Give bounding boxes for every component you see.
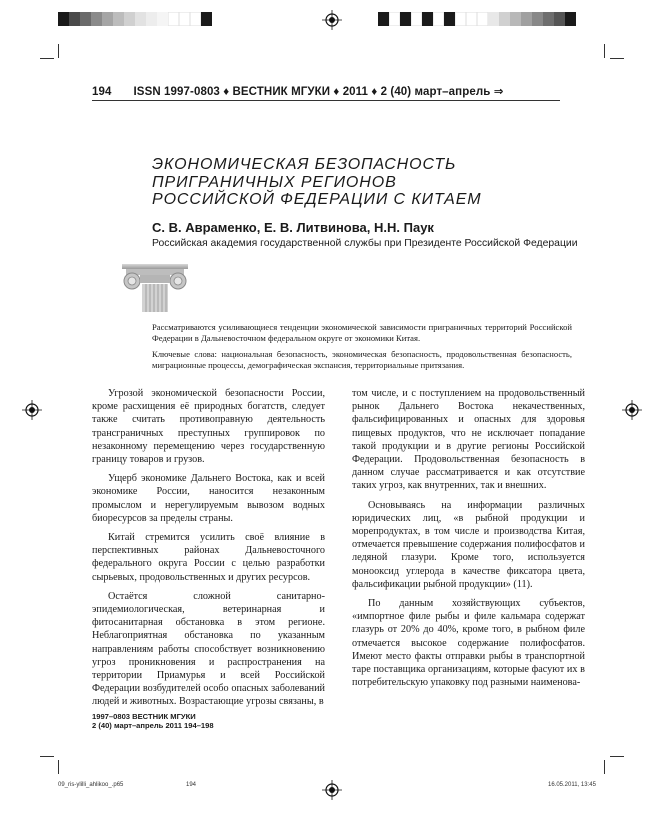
footer-citation: [92, 712, 214, 730]
color-swatch: [80, 12, 91, 26]
paragraph: Остаётся сложной санитарно-эпидемиологическая, ветеринарная и фитосанитарная обстановка в этом регионе. Неблагоприятная обстановка по указанным направлениям работы способствует возникновению угроз проникновения и распространения на территории Приамурья и всей Российской Федерации возбудителей особо опасных заболеваний людей и животных. Возрастающие угрозы связаны, в: [92, 590, 325, 708]
crop-mark: [604, 760, 605, 774]
color-swatch: [146, 12, 157, 26]
color-swatch: [433, 12, 444, 26]
crop-mark: [610, 58, 624, 59]
color-swatch: [499, 12, 510, 26]
color-swatch: [565, 12, 576, 26]
color-swatch: [422, 12, 433, 26]
color-swatch: [168, 12, 179, 26]
footer-line: 1997–0803 ВЕСТНИК МГУКИ: [92, 712, 196, 721]
color-swatch: [135, 12, 146, 26]
color-swatch: [411, 12, 422, 26]
crop-mark: [604, 44, 605, 58]
color-swatch: [179, 12, 190, 26]
color-swatch: [69, 12, 80, 26]
color-swatch: [157, 12, 168, 26]
color-swatch: [102, 12, 113, 26]
crop-mark: [58, 760, 59, 774]
registration-mark-bottom-icon: [322, 780, 342, 800]
affiliation: Российская академия государственной службы при Президенте Российской Федерации: [152, 238, 578, 249]
color-swatch: [400, 12, 411, 26]
article-title: [152, 156, 482, 209]
color-swatch: [554, 12, 565, 26]
authors: С. В. Авраменко, Е. В. Литвинова, Н.Н. Паук: [152, 220, 434, 235]
title-line: ЭКОНОМИЧЕСКАЯ БЕЗОПАСНОСТЬ: [152, 156, 457, 173]
footer-line: 2 (40) март–апрель 2011 194–198: [92, 721, 214, 730]
title-line: ПРИГРАНИЧНЫХ РЕГИОНОВ: [152, 173, 397, 191]
paragraph: Китай стремится усилить своё влияние в перспективных районах Дальневосточного федерального округа России с целью разработки сырьевых, продовольственных и других ресурсов.: [92, 532, 325, 583]
crop-mark: [610, 756, 624, 757]
body-column-right: [352, 387, 585, 689]
title-line: РОССИЙСКОЙ ФЕДЕРАЦИИ С КИТАЕМ: [152, 191, 482, 208]
color-swatch: [113, 12, 124, 26]
color-swatch: [444, 12, 455, 26]
color-swatch: [201, 12, 212, 26]
paragraph: Основываясь на информации различных юридических лиц, «в рыбной продукции и морепродуктах, в том числе и производства Китая, отмечается превышение содержания полифосфатов и ледяной глазури. Кроме того, используется монооксид углерода в качестве фиксатора цвета, фальсификации рыбной продукции» (11).: [352, 499, 585, 590]
paragraph: По данным хозяйствующих субъектов, «импортное филе рыбы и филе кальмара содержат глазурь от 20% до 40%, кроме того, в рыбном филе отмечается высокое содержание полифосфатов. Имеют место факты отправки рыбы в транспортной таре поставщика организациям, которые фасуют их в потребительскую упаковку под разными наименова-: [352, 598, 585, 689]
color-bar-right: [378, 12, 576, 26]
color-swatch: [378, 12, 389, 26]
color-swatch: [477, 12, 488, 26]
registration-mark-left-icon: [22, 400, 42, 420]
paragraph: том числе, и с поступлением на продовольственный рынок Дальнего Востока некачественных, фальсифицированных и опасных для здоровья пищевых продуктов, что не исключает попадание такой продукции и в другие регионы Российской Федерации. Продовольственная безопасность в данном случае рассматривается и как отсутствие таких угроз, как внутренних, так и внешних.: [352, 388, 585, 492]
paragraph: Угрозой экономической безопасности России, кроме расхищения её природных богатств, следует также считать противоправную деятельность трансграничных преступных группировок по незаконному перемещению через государственную границу товаров и грузов.: [92, 388, 325, 466]
color-swatch: [91, 12, 102, 26]
slug-timestamp: 16.05.2011, 13:45: [548, 782, 596, 788]
color-swatch: [389, 12, 400, 26]
ionic-column-logo-icon: [118, 262, 192, 312]
crop-mark: [40, 58, 54, 59]
crop-mark: [40, 756, 54, 757]
abstract-block: [152, 322, 572, 376]
slug-page: 194: [186, 782, 197, 788]
color-swatch: [510, 12, 521, 26]
crop-mark: [58, 44, 59, 58]
color-swatch: [488, 12, 499, 26]
color-swatch: [190, 12, 201, 26]
color-swatch: [466, 12, 477, 26]
header-rule: [92, 100, 560, 101]
keywords-text: Ключевые слова: национальная безопасность, экономическая безопасность, продовольственная безопасность, миграционные процессы, демографическая экспансия, территориальные притязания.: [152, 349, 572, 370]
color-swatch: [124, 12, 135, 26]
body-column-left: [92, 387, 325, 709]
color-swatch: [521, 12, 532, 26]
registration-mark-top-icon: [322, 10, 342, 30]
slug-filename: 09_ris-ylilli_ahlikoo_.p65: [58, 782, 124, 788]
color-swatch: [532, 12, 543, 26]
abstract-text: Рассматриваются усиливающиеся тенденции экономической зависимости приграничных территорий Российской Федерации в Дальневосточном федеральном округе от экономики Китая.: [152, 322, 572, 343]
running-header: [92, 84, 503, 98]
color-swatch: [455, 12, 466, 26]
color-swatch: [58, 12, 69, 26]
journal-line: ISSN 1997-0803 ♦ ВЕСТНИК МГУКИ ♦ 2011 ♦ 2 (40) март–апрель ⇒: [133, 86, 504, 98]
page-number: 194: [92, 86, 112, 98]
paragraph: Ущерб экономике Дальнего Востока, как и всей экономике России, наносится незаконным промыслом и нерегулируемым вывозом водных биоресурсов за пределы страны.: [92, 473, 325, 524]
color-bar-left: [58, 12, 212, 26]
registration-mark-right-icon: [622, 400, 642, 420]
color-swatch: [543, 12, 554, 26]
